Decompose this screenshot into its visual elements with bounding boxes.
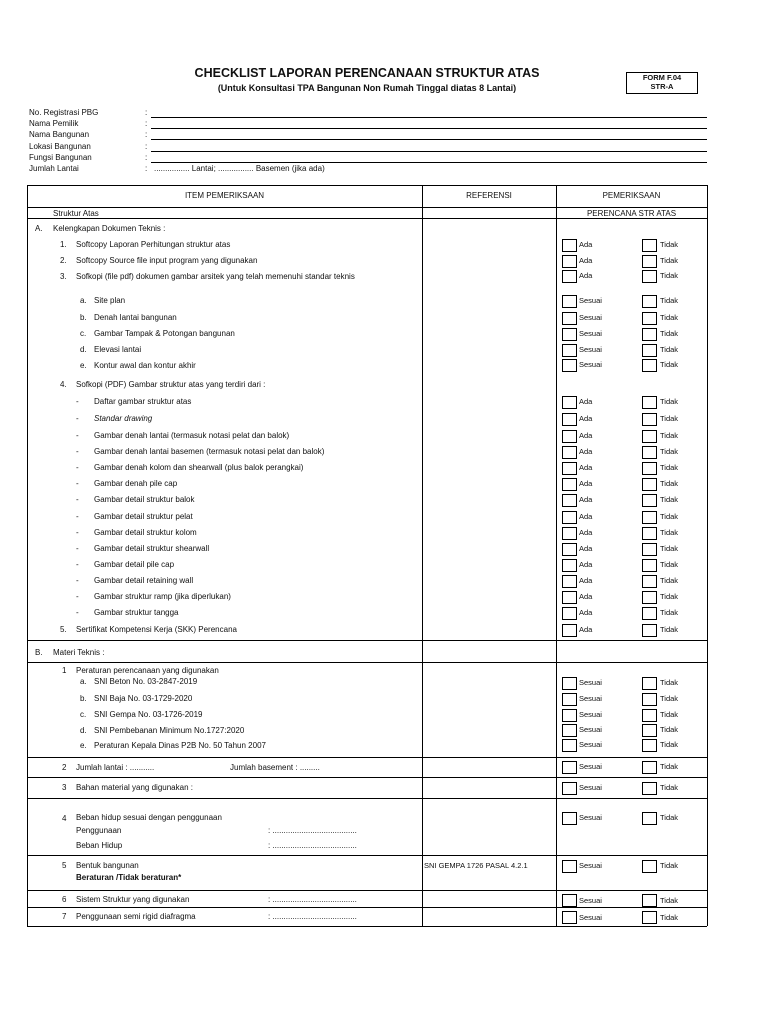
form-sub-code: STR-A: [650, 82, 674, 91]
checkbox-ada[interactable]: [562, 527, 577, 540]
option-label: Tidak: [660, 783, 679, 792]
checkbox-sesuai[interactable]: [562, 911, 577, 924]
checkbox-ada[interactable]: [562, 511, 577, 524]
dash: -: [76, 592, 79, 601]
checkbox-sesuai[interactable]: [562, 344, 577, 357]
option-label: Tidak: [660, 725, 679, 734]
sub-item-text: Gambar struktur tangga: [94, 608, 179, 617]
item-text-basement: Jumlah basement : .........: [230, 763, 320, 772]
item-text: Sofkopi (PDF) Gambar struktur atas yang terdiri dari :: [76, 380, 266, 389]
item-number: 4: [62, 814, 67, 823]
checkbox-tidak[interactable]: [642, 782, 657, 795]
colon: :: [145, 119, 148, 128]
checkbox-tidak[interactable]: [642, 624, 657, 637]
checkbox-tidak[interactable]: [642, 911, 657, 924]
sub-item-text: SNI Baja No. 03-1729-2020: [94, 694, 193, 703]
item-number: 5: [62, 861, 67, 870]
option-label: Ada: [579, 447, 593, 456]
option-label: Sesuai: [579, 313, 602, 322]
checkbox-ada[interactable]: [562, 255, 577, 268]
item-number: 6: [62, 895, 67, 904]
item-text: Softcopy Source file input program yang digunakan: [76, 256, 258, 265]
checkbox-tidak[interactable]: [642, 677, 657, 690]
subheader-perencana: PERENCANA STR ATAS: [586, 209, 677, 218]
item-subfield: Penggunaan: [76, 826, 122, 835]
item-text: Sistem Struktur yang digunakan: [76, 895, 190, 904]
checkbox-sesuai[interactable]: [562, 693, 577, 706]
option-label: Tidak: [660, 813, 679, 822]
option-label: Sesuai: [579, 861, 602, 870]
checkbox-tidak[interactable]: [642, 559, 657, 572]
checkbox-tidak[interactable]: [642, 494, 657, 507]
option-label: Tidak: [660, 296, 679, 305]
option-label: Tidak: [660, 313, 679, 322]
checkbox-tidak[interactable]: [642, 255, 657, 268]
dash: -: [76, 479, 79, 488]
option-label: Ada: [579, 479, 593, 488]
checkbox-ada[interactable]: [562, 478, 577, 491]
sub-item-text: Gambar detail struktur pelat: [94, 512, 193, 521]
option-label: Sesuai: [579, 710, 602, 719]
option-label: Ada: [579, 625, 593, 634]
option-label: Tidak: [660, 495, 679, 504]
option-label: Sesuai: [579, 896, 602, 905]
dotted-field[interactable]: : ......................................: [268, 912, 357, 921]
dash: -: [76, 544, 79, 553]
option-label: Ada: [579, 592, 593, 601]
checkbox-tidak[interactable]: [642, 396, 657, 409]
item-text: Softcopy Laporan Perhitungan struktur atas: [76, 240, 231, 249]
sub-item-text: Gambar denah pile cap: [94, 479, 178, 488]
checkbox-tidak[interactable]: [642, 739, 657, 752]
sub-item-letter: e.: [80, 361, 87, 370]
item-subtext: Beraturan /Tidak beraturan*: [76, 873, 182, 882]
checkbox-sesuai[interactable]: [562, 677, 577, 690]
sub-item-text: Gambar Tampak & Potongan bangunan: [94, 329, 235, 338]
option-label: Ada: [579, 528, 593, 537]
option-label: Sesuai: [579, 762, 602, 771]
checkbox-ada[interactable]: [562, 591, 577, 604]
option-label: Tidak: [660, 694, 679, 703]
item-text: Bentuk bangunan: [76, 861, 139, 870]
checkbox-tidak[interactable]: [642, 430, 657, 443]
checkbox-ada[interactable]: [562, 270, 577, 283]
option-label: Tidak: [660, 896, 679, 905]
col-header-item: ITEM PEMERIKSAAN: [184, 191, 265, 200]
option-label: Sesuai: [579, 329, 602, 338]
checkbox-tidak[interactable]: [642, 724, 657, 737]
checkbox-tidak[interactable]: [642, 511, 657, 524]
option-label: Tidak: [660, 345, 679, 354]
checkbox-ada[interactable]: [562, 624, 577, 637]
checkbox-tidak[interactable]: [642, 359, 657, 372]
option-label: Ada: [579, 576, 593, 585]
checkbox-tidak[interactable]: [642, 575, 657, 588]
option-label: Sesuai: [579, 694, 602, 703]
label-registrasi: No. Registrasi PBG: [29, 108, 99, 117]
checkbox-ada[interactable]: [562, 239, 577, 252]
option-label: Sesuai: [579, 783, 602, 792]
sub-item-text: Gambar denah lantai (termasuk notasi pelat dan balok): [94, 431, 290, 440]
item-number: 2.: [60, 256, 67, 265]
sub-item-text: Denah lantai bangunan: [94, 313, 177, 322]
field-line-registrasi[interactable]: [151, 117, 707, 118]
sub-item-letter: c.: [80, 329, 87, 338]
colon: :: [145, 164, 148, 173]
item-text: Bahan material yang digunakan :: [76, 783, 193, 792]
sub-item-letter: c.: [80, 710, 87, 719]
sub-item-text: Gambar detail retaining wall: [94, 576, 194, 585]
dash: -: [76, 397, 79, 406]
option-label: Tidak: [660, 678, 679, 687]
item-number: 4.: [60, 380, 67, 389]
checkbox-tidak[interactable]: [642, 894, 657, 907]
item-number: 1: [62, 666, 67, 675]
form-code: FORM F.04: [642, 73, 682, 82]
checkbox-sesuai[interactable]: [562, 761, 577, 774]
reference-text: SNI GEMPA 1726 PASAL 4.2.1: [424, 861, 528, 870]
checkbox-tidak[interactable]: [642, 607, 657, 620]
option-label: Ada: [579, 495, 593, 504]
checkbox-ada[interactable]: [562, 559, 577, 572]
dash: -: [76, 447, 79, 456]
sub-item-text: Daftar gambar struktur atas: [94, 397, 192, 406]
field-line-lokasi[interactable]: [151, 151, 707, 152]
sub-item-text: Standar drawing: [94, 414, 153, 423]
option-label: Tidak: [660, 447, 679, 456]
dotted-field[interactable]: : ......................................: [268, 841, 357, 850]
label-fungsi: Fungsi Bangunan: [29, 153, 92, 162]
checkbox-sesuai[interactable]: [562, 295, 577, 308]
colon: :: [145, 153, 148, 162]
field-line-bangunan[interactable]: [151, 139, 707, 140]
jumlah-lantai-value[interactable]: ................ Lantai; ................ Basemen (jika ada): [154, 164, 325, 173]
checkbox-ada[interactable]: [562, 543, 577, 556]
option-label: Ada: [579, 256, 593, 265]
option-label: Ada: [579, 608, 593, 617]
item-text: Penggunaan semi rigid diafragma: [76, 912, 196, 921]
option-label: Ada: [579, 560, 593, 569]
option-label: Tidak: [660, 512, 679, 521]
checkbox-tidak[interactable]: [642, 860, 657, 873]
dotted-field[interactable]: : ......................................: [268, 895, 357, 904]
sub-item-text: Gambar detail struktur shearwall: [94, 544, 210, 553]
item-subfield: Beban Hidup: [76, 841, 123, 850]
field-line-pemilik[interactable]: [151, 128, 707, 129]
option-label: Tidak: [660, 240, 679, 249]
checkbox-tidak[interactable]: [642, 462, 657, 475]
option-label: Ada: [579, 271, 593, 280]
sub-item-text: Gambar detail struktur kolom: [94, 528, 197, 537]
checkbox-tidak[interactable]: [642, 812, 657, 825]
sub-item-text: Peraturan Kepala Dinas P2B No. 50 Tahun 2007: [94, 741, 266, 750]
checkbox-tidak[interactable]: [642, 312, 657, 325]
option-label: Ada: [579, 397, 593, 406]
option-label: Tidak: [660, 329, 679, 338]
item-number: 2: [62, 763, 67, 772]
form-code-box: [626, 72, 698, 94]
sub-item-text: SNI Pembebanan Minimum No.1727:2020: [94, 726, 245, 735]
section-title: Kelengkapan Dokumen Teknis :: [53, 224, 166, 233]
option-label: Ada: [579, 431, 593, 440]
checkbox-tidak[interactable]: [642, 239, 657, 252]
sub-item-text: Gambar denah lantai basemen (termasuk notasi pelat dan balok): [94, 447, 325, 456]
checkbox-tidak[interactable]: [642, 709, 657, 722]
item-number: 3.: [60, 272, 67, 281]
checkbox-tidak[interactable]: [642, 693, 657, 706]
sub-item-text: Kontur awal dan kontur akhir: [94, 361, 196, 370]
option-label: Tidak: [660, 608, 679, 617]
option-label: Tidak: [660, 479, 679, 488]
checkbox-ada[interactable]: [562, 575, 577, 588]
checkbox-sesuai[interactable]: [562, 709, 577, 722]
sub-item-letter: e.: [80, 741, 87, 750]
checkbox-sesuai[interactable]: [562, 782, 577, 795]
checkbox-sesuai[interactable]: [562, 312, 577, 325]
label-bangunan: Nama Bangunan: [29, 130, 90, 139]
checkbox-sesuai[interactable]: [562, 359, 577, 372]
option-label: Tidak: [660, 414, 679, 423]
option-label: Tidak: [660, 710, 679, 719]
option-label: Tidak: [660, 592, 679, 601]
checkbox-tidak[interactable]: [642, 270, 657, 283]
page-subtitle: (Untuk Konsultasi TPA Bangunan Non Rumah Tinggal diatas 8 Lantai): [217, 83, 517, 93]
sub-item-text: Gambar detail struktur balok: [94, 495, 195, 504]
option-label: Sesuai: [579, 345, 602, 354]
checkbox-tidak[interactable]: [642, 543, 657, 556]
option-label: Tidak: [660, 271, 679, 280]
option-label: Sesuai: [579, 360, 602, 369]
item-text: Sertifikat Kompetensi Kerja (SKK) Perencana: [76, 625, 237, 634]
option-label: Ada: [579, 414, 593, 423]
sub-item-letter: d.: [80, 345, 87, 354]
sub-item-letter: d.: [80, 726, 87, 735]
option-label: Tidak: [660, 528, 679, 537]
sub-item-text: Elevasi lantai: [94, 345, 142, 354]
dash: -: [76, 495, 79, 504]
checkbox-tidak[interactable]: [642, 761, 657, 774]
checkbox-ada[interactable]: [562, 462, 577, 475]
sub-item-text: SNI Beton No. 03-2847-2019: [94, 677, 198, 686]
option-label: Tidak: [660, 431, 679, 440]
option-label: Tidak: [660, 463, 679, 472]
label-jumlah: Jumlah Lantai: [29, 164, 79, 173]
option-label: Tidak: [660, 544, 679, 553]
section-title: Materi Teknis :: [53, 648, 105, 657]
option-label: Sesuai: [579, 725, 602, 734]
dash: -: [76, 608, 79, 617]
dash: -: [76, 414, 79, 423]
checkbox-sesuai[interactable]: [562, 724, 577, 737]
col-header-check: PEMERIKSAAN: [602, 191, 661, 200]
option-label: Tidak: [660, 360, 679, 369]
colon: :: [145, 108, 148, 117]
dotted-field[interactable]: : ......................................: [268, 826, 357, 835]
option-label: Tidak: [660, 256, 679, 265]
checkbox-tidak[interactable]: [642, 527, 657, 540]
label-pemilik: Nama Pemilik: [29, 119, 79, 128]
sub-item-text: Gambar detail pile cap: [94, 560, 175, 569]
item-text: Peraturan perencanaan yang digunakan: [76, 666, 219, 675]
option-label: Tidak: [660, 762, 679, 771]
option-label: Ada: [579, 544, 593, 553]
option-label: Ada: [579, 463, 593, 472]
checkbox-sesuai[interactable]: [562, 812, 577, 825]
checkbox-sesuai[interactable]: [562, 894, 577, 907]
section-label: A.: [35, 224, 43, 233]
option-label: Sesuai: [579, 813, 602, 822]
checkbox-tidak[interactable]: [642, 591, 657, 604]
sub-item-letter: a.: [80, 296, 87, 305]
option-label: Tidak: [660, 861, 679, 870]
option-label: Sesuai: [579, 913, 602, 922]
sub-item-text: Site plan: [94, 296, 126, 305]
option-label: Sesuai: [579, 740, 602, 749]
checkbox-ada[interactable]: [562, 413, 577, 426]
option-label: Tidak: [660, 560, 679, 569]
dash: -: [76, 576, 79, 585]
option-label: Tidak: [660, 625, 679, 634]
checkbox-tidak[interactable]: [642, 328, 657, 341]
subheader-struktur: Struktur Atas: [53, 209, 99, 218]
checkbox-tidak[interactable]: [642, 295, 657, 308]
sub-item-text: SNI Gempa No. 03-1726-2019: [94, 710, 203, 719]
sub-item-letter: a.: [80, 677, 87, 686]
col-header-ref: REFERENSI: [466, 191, 512, 200]
option-label: Sesuai: [579, 678, 602, 687]
checkbox-ada[interactable]: [562, 494, 577, 507]
label-lokasi: Lokasi Bangunan: [29, 142, 91, 151]
item-text: Jumlah lantai : ...........: [76, 763, 155, 772]
option-label: Tidak: [660, 397, 679, 406]
page-title: CHECKLIST LAPORAN PERENCANAAN STRUKTUR ATAS: [194, 66, 540, 80]
item-text: Sofkopi (file pdf) dokumen gambar arsitek yang telah memenuhi standar teknis: [76, 272, 355, 281]
checkbox-tidak[interactable]: [642, 413, 657, 426]
checkbox-ada[interactable]: [562, 446, 577, 459]
item-number: 5.: [60, 625, 67, 634]
dash: -: [76, 528, 79, 537]
checkbox-ada[interactable]: [562, 396, 577, 409]
sub-item-letter: b.: [80, 694, 87, 703]
sub-item-text: Gambar struktur ramp (jika diperlukan): [94, 592, 231, 601]
checkbox-tidak[interactable]: [642, 344, 657, 357]
checkbox-sesuai[interactable]: [562, 739, 577, 752]
dash: -: [76, 463, 79, 472]
dash: -: [76, 431, 79, 440]
checkbox-ada[interactable]: [562, 607, 577, 620]
option-label: Ada: [579, 240, 593, 249]
item-number: 1.: [60, 240, 67, 249]
option-label: Tidak: [660, 913, 679, 922]
checkbox-ada[interactable]: [562, 430, 577, 443]
dash: -: [76, 512, 79, 521]
item-number: 7: [62, 912, 67, 921]
item-number: 3: [62, 783, 67, 792]
colon: :: [145, 130, 148, 139]
option-label: Sesuai: [579, 296, 602, 305]
sub-item-letter: b.: [80, 313, 87, 322]
section-label: B.: [35, 648, 43, 657]
option-label: Tidak: [660, 576, 679, 585]
sub-item-text: Gambar denah kolom dan shearwall (plus balok perangkai): [94, 463, 304, 472]
field-line-fungsi[interactable]: [151, 162, 707, 163]
item-text: Beban hidup sesuai dengan penggunaan: [76, 813, 222, 822]
option-label: Ada: [579, 512, 593, 521]
checkbox-tidak[interactable]: [642, 446, 657, 459]
option-label: Tidak: [660, 740, 679, 749]
checkbox-sesuai[interactable]: [562, 328, 577, 341]
colon: :: [145, 142, 148, 151]
dash: -: [76, 560, 79, 569]
checkbox-tidak[interactable]: [642, 478, 657, 491]
checkbox-sesuai[interactable]: [562, 860, 577, 873]
